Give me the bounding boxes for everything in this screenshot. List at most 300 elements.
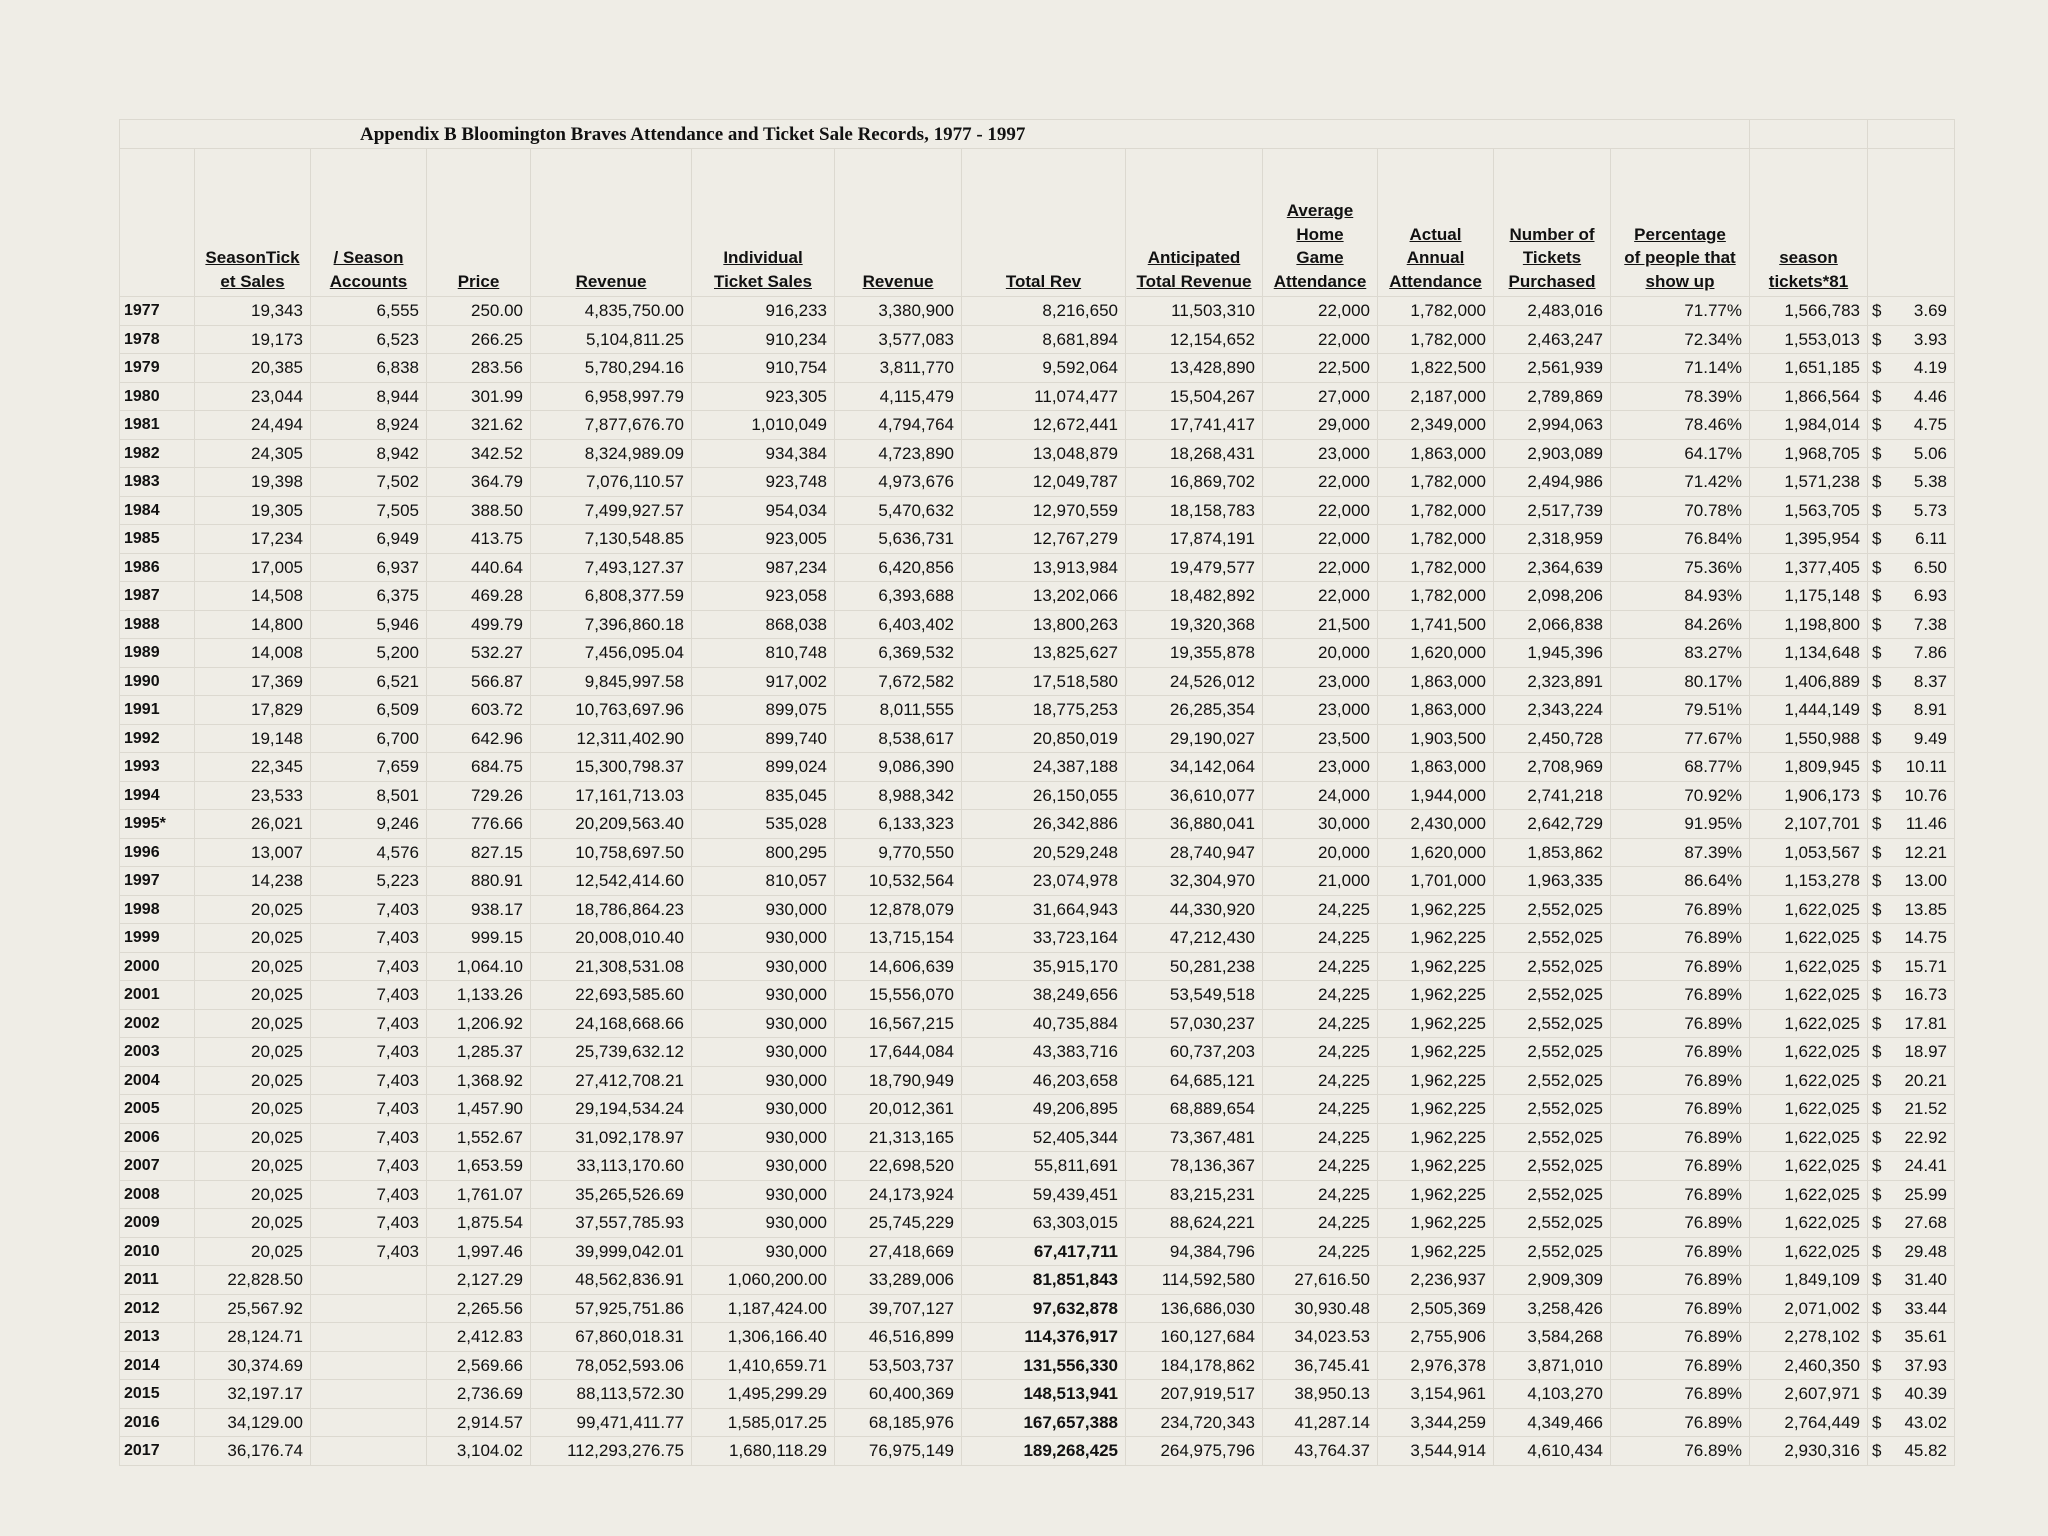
data-cell[interactable]: 2,066,838 (1494, 610, 1611, 639)
data-cell[interactable]: 4,723,890 (835, 439, 962, 468)
data-cell[interactable]: 12,049,787 (962, 468, 1126, 497)
data-cell[interactable]: 31,664,943 (962, 895, 1126, 924)
data-cell[interactable]: 33,113,170.60 (531, 1152, 692, 1181)
data-cell[interactable]: 4,610,434 (1494, 1437, 1611, 1466)
data-cell[interactable]: 2,552,025 (1494, 1095, 1611, 1124)
data-cell[interactable]: 55,811,691 (962, 1152, 1126, 1181)
data-cell[interactable]: 2,552,025 (1494, 981, 1611, 1010)
data-cell[interactable]: 1,962,225 (1378, 1095, 1494, 1124)
data-cell[interactable]: 76.89% (1611, 1437, 1750, 1466)
data-cell[interactable]: 1,944,000 (1378, 781, 1494, 810)
data-cell[interactable]: 2,349,000 (1378, 411, 1494, 440)
data-cell[interactable]: 25,745,229 (835, 1209, 962, 1238)
data-cell[interactable]: 910,754 (692, 354, 835, 383)
data-cell[interactable]: 17,234 (195, 525, 311, 554)
data-cell[interactable]: 1,622,025 (1750, 895, 1868, 924)
data-cell[interactable]: 364.79 (427, 468, 531, 497)
data-cell[interactable] (311, 1294, 427, 1323)
data-cell[interactable]: 810,057 (692, 867, 835, 896)
data-cell[interactable]: 1,761.07 (427, 1180, 531, 1209)
data-cell[interactable]: 1,701,000 (1378, 867, 1494, 896)
data-cell[interactable]: 23,044 (195, 382, 311, 411)
data-cell[interactable]: 603.72 (427, 696, 531, 725)
data-cell[interactable]: 1,550,988 (1750, 724, 1868, 753)
data-cell[interactable]: 24,225 (1263, 1123, 1378, 1152)
data-cell[interactable]: 76.89% (1611, 1351, 1750, 1380)
data-cell[interactable]: 20,012,361 (835, 1095, 962, 1124)
price-per-game-cell[interactable] (1868, 354, 1955, 383)
data-cell[interactable]: 7,403 (311, 1009, 427, 1038)
data-cell[interactable]: 46,203,658 (962, 1066, 1126, 1095)
data-cell[interactable]: 1,622,025 (1750, 1066, 1868, 1095)
data-cell[interactable]: 684.75 (427, 753, 531, 782)
data-cell[interactable]: 1,134,648 (1750, 639, 1868, 668)
data-cell[interactable]: 14,008 (195, 639, 311, 668)
data-cell[interactable]: 6,808,377.59 (531, 582, 692, 611)
data-cell[interactable]: 20,025 (195, 1123, 311, 1152)
data-cell[interactable]: 1,620,000 (1378, 838, 1494, 867)
data-cell[interactable]: 24,225 (1263, 1038, 1378, 1067)
data-cell[interactable]: 2,914.57 (427, 1408, 531, 1437)
data-cell[interactable]: 60,400,369 (835, 1380, 962, 1409)
data-cell[interactable]: 25,739,632.12 (531, 1038, 692, 1067)
year-cell[interactable]: 2014 (120, 1351, 195, 1380)
year-cell[interactable]: 1987 (120, 582, 195, 611)
year-cell[interactable]: 1994 (120, 781, 195, 810)
data-cell[interactable]: 413.75 (427, 525, 531, 554)
year-cell[interactable]: 2013 (120, 1323, 195, 1352)
data-cell[interactable]: 7,403 (311, 1180, 427, 1209)
data-cell[interactable]: 1,187,424.00 (692, 1294, 835, 1323)
year-cell[interactable]: 1990 (120, 667, 195, 696)
year-cell[interactable]: 1983 (120, 468, 195, 497)
data-cell[interactable]: 21,000 (1263, 867, 1378, 896)
data-cell[interactable] (311, 1408, 427, 1437)
data-cell[interactable]: 22,000 (1263, 525, 1378, 554)
data-cell[interactable]: 7,403 (311, 1066, 427, 1095)
data-cell[interactable]: 71.42% (1611, 468, 1750, 497)
data-cell[interactable]: 43,764.37 (1263, 1437, 1378, 1466)
data-cell[interactable]: 29,190,027 (1126, 724, 1263, 753)
year-cell[interactable]: 1979 (120, 354, 195, 383)
data-cell[interactable]: 23,000 (1263, 439, 1378, 468)
data-cell[interactable]: 84.93% (1611, 582, 1750, 611)
data-cell[interactable]: 1,553,013 (1750, 325, 1868, 354)
data-cell[interactable]: 50,281,238 (1126, 952, 1263, 981)
data-cell[interactable]: 7,672,582 (835, 667, 962, 696)
data-cell[interactable]: 167,657,388 (962, 1408, 1126, 1437)
data-cell[interactable]: 7,403 (311, 895, 427, 924)
data-cell[interactable]: 930,000 (692, 1066, 835, 1095)
data-cell[interactable]: 27,412,708.21 (531, 1066, 692, 1095)
price-per-game-cell[interactable] (1868, 781, 1955, 810)
data-cell[interactable]: 930,000 (692, 1237, 835, 1266)
data-cell[interactable]: 9,845,997.58 (531, 667, 692, 696)
data-cell[interactable]: 77.67% (1611, 724, 1750, 753)
data-cell[interactable]: 14,508 (195, 582, 311, 611)
data-cell[interactable]: 1,741,500 (1378, 610, 1494, 639)
price-per-game-cell[interactable] (1868, 1437, 1955, 1466)
data-cell[interactable]: 19,479,577 (1126, 553, 1263, 582)
data-cell[interactable]: 899,740 (692, 724, 835, 753)
data-cell[interactable]: 41,287.14 (1263, 1408, 1378, 1437)
column-header[interactable] (835, 149, 962, 297)
price-per-game-cell[interactable] (1868, 1294, 1955, 1323)
data-cell[interactable]: 7,456,095.04 (531, 639, 692, 668)
year-cell[interactable]: 2011 (120, 1266, 195, 1295)
data-cell[interactable]: 1,622,025 (1750, 952, 1868, 981)
data-cell[interactable]: 1,653.59 (427, 1152, 531, 1181)
data-cell[interactable]: 1,962,225 (1378, 952, 1494, 981)
data-cell[interactable]: 20,025 (195, 1009, 311, 1038)
data-cell[interactable]: 1,457.90 (427, 1095, 531, 1124)
data-cell[interactable]: 13,825,627 (962, 639, 1126, 668)
data-cell[interactable]: 18,482,892 (1126, 582, 1263, 611)
data-cell[interactable]: 2,071,002 (1750, 1294, 1868, 1323)
data-cell[interactable]: 7,403 (311, 1095, 427, 1124)
data-cell[interactable]: 2,552,025 (1494, 1209, 1611, 1238)
data-cell[interactable]: 7,877,676.70 (531, 411, 692, 440)
data-cell[interactable]: 15,556,070 (835, 981, 962, 1010)
data-cell[interactable]: 207,919,517 (1126, 1380, 1263, 1409)
data-cell[interactable]: 1,563,705 (1750, 496, 1868, 525)
year-cell[interactable]: 2003 (120, 1038, 195, 1067)
data-cell[interactable]: 1,863,000 (1378, 696, 1494, 725)
data-cell[interactable]: 57,925,751.86 (531, 1294, 692, 1323)
data-cell[interactable]: 15,300,798.37 (531, 753, 692, 782)
year-cell[interactable]: 1988 (120, 610, 195, 639)
data-cell[interactable]: 5,200 (311, 639, 427, 668)
data-cell[interactable]: 36,176.74 (195, 1437, 311, 1466)
data-cell[interactable]: 3,154,961 (1378, 1380, 1494, 1409)
data-cell[interactable]: 24,225 (1263, 981, 1378, 1010)
data-cell[interactable]: 11,503,310 (1126, 297, 1263, 326)
data-cell[interactable]: 20,209,563.40 (531, 810, 692, 839)
data-cell[interactable]: 2,460,350 (1750, 1351, 1868, 1380)
data-cell[interactable]: 76.89% (1611, 952, 1750, 981)
year-cell[interactable]: 2016 (120, 1408, 195, 1437)
data-cell[interactable]: 10,763,697.96 (531, 696, 692, 725)
data-cell[interactable]: 7,403 (311, 1038, 427, 1067)
data-cell[interactable]: 2,976,378 (1378, 1351, 1494, 1380)
data-cell[interactable]: 954,034 (692, 496, 835, 525)
data-cell[interactable]: 2,552,025 (1494, 1180, 1611, 1209)
data-cell[interactable]: 930,000 (692, 1038, 835, 1067)
data-cell[interactable]: 99,471,411.77 (531, 1408, 692, 1437)
price-per-game-cell[interactable] (1868, 1152, 1955, 1181)
data-cell[interactable]: 1,962,225 (1378, 1180, 1494, 1209)
data-cell[interactable]: 8,501 (311, 781, 427, 810)
data-cell[interactable]: 24,225 (1263, 1209, 1378, 1238)
price-per-game-cell[interactable] (1868, 582, 1955, 611)
data-cell[interactable]: 8,942 (311, 439, 427, 468)
data-cell[interactable]: 83,215,231 (1126, 1180, 1263, 1209)
data-cell[interactable]: 87.39% (1611, 838, 1750, 867)
data-cell[interactable]: 39,999,042.01 (531, 1237, 692, 1266)
data-cell[interactable]: 250.00 (427, 297, 531, 326)
data-cell[interactable]: 1,060,200.00 (692, 1266, 835, 1295)
data-cell[interactable]: 729.26 (427, 781, 531, 810)
data-cell[interactable]: 13,800,263 (962, 610, 1126, 639)
data-cell[interactable]: 301.99 (427, 382, 531, 411)
data-cell[interactable]: 78,136,367 (1126, 1152, 1263, 1181)
price-per-game-cell[interactable] (1868, 1237, 1955, 1266)
data-cell[interactable]: 17,005 (195, 553, 311, 582)
data-cell[interactable]: 2,736.69 (427, 1380, 531, 1409)
price-per-game-cell[interactable] (1868, 753, 1955, 782)
data-cell[interactable]: 64.17% (1611, 439, 1750, 468)
data-cell[interactable]: 2,552,025 (1494, 924, 1611, 953)
price-per-game-cell[interactable] (1868, 325, 1955, 354)
data-cell[interactable]: 20,025 (195, 1237, 311, 1266)
data-cell[interactable]: 930,000 (692, 1095, 835, 1124)
data-cell[interactable]: 1,782,000 (1378, 468, 1494, 497)
data-cell[interactable]: 114,376,917 (962, 1323, 1126, 1352)
data-cell[interactable]: 7,403 (311, 1123, 427, 1152)
price-per-game-cell[interactable] (1868, 496, 1955, 525)
data-cell[interactable]: 22,698,520 (835, 1152, 962, 1181)
data-cell[interactable]: 440.64 (427, 553, 531, 582)
data-cell[interactable]: 1,849,109 (1750, 1266, 1868, 1295)
price-per-game-cell[interactable] (1868, 297, 1955, 326)
data-cell[interactable]: 17,644,084 (835, 1038, 962, 1067)
data-cell[interactable]: 4,103,270 (1494, 1380, 1611, 1409)
data-cell[interactable]: 3,577,083 (835, 325, 962, 354)
column-header[interactable] (1750, 149, 1868, 297)
data-cell[interactable]: 18,268,431 (1126, 439, 1263, 468)
data-cell[interactable]: 1,962,225 (1378, 1123, 1494, 1152)
data-cell[interactable]: 6,700 (311, 724, 427, 753)
data-cell[interactable]: 3,380,900 (835, 297, 962, 326)
data-cell[interactable]: 43,383,716 (962, 1038, 1126, 1067)
data-cell[interactable]: 7,493,127.37 (531, 553, 692, 582)
data-cell[interactable]: 12,154,652 (1126, 325, 1263, 354)
data-cell[interactable]: 2,607,971 (1750, 1380, 1868, 1409)
year-cell[interactable]: 2006 (120, 1123, 195, 1152)
data-cell[interactable]: 5,104,811.25 (531, 325, 692, 354)
data-cell[interactable]: 19,305 (195, 496, 311, 525)
data-cell[interactable]: 17,369 (195, 667, 311, 696)
data-cell[interactable]: 2,755,906 (1378, 1323, 1494, 1352)
data-cell[interactable]: 24,225 (1263, 924, 1378, 953)
price-per-game-cell[interactable] (1868, 724, 1955, 753)
data-cell[interactable]: 6,403,402 (835, 610, 962, 639)
year-cell[interactable]: 1981 (120, 411, 195, 440)
data-cell[interactable]: 3,544,914 (1378, 1437, 1494, 1466)
data-cell[interactable]: 1,622,025 (1750, 1038, 1868, 1067)
data-cell[interactable]: 48,562,836.91 (531, 1266, 692, 1295)
data-cell[interactable]: 1,962,225 (1378, 924, 1494, 953)
data-cell[interactable]: 14,606,639 (835, 952, 962, 981)
year-cell[interactable]: 1999 (120, 924, 195, 953)
year-cell[interactable]: 2017 (120, 1437, 195, 1466)
data-cell[interactable]: 1,962,225 (1378, 1066, 1494, 1095)
price-per-game-cell[interactable] (1868, 1209, 1955, 1238)
data-cell[interactable]: 2,107,701 (1750, 810, 1868, 839)
year-cell[interactable]: 2010 (120, 1237, 195, 1266)
data-cell[interactable]: 13,007 (195, 838, 311, 867)
data-cell[interactable]: 1,053,567 (1750, 838, 1868, 867)
data-cell[interactable]: 20,025 (195, 981, 311, 1010)
data-cell[interactable]: 20,529,248 (962, 838, 1126, 867)
data-cell[interactable]: 79.51% (1611, 696, 1750, 725)
data-cell[interactable]: 13,428,890 (1126, 354, 1263, 383)
price-per-game-cell[interactable] (1868, 1266, 1955, 1295)
data-cell[interactable]: 68.77% (1611, 753, 1750, 782)
data-cell[interactable]: 1,377,405 (1750, 553, 1868, 582)
data-cell[interactable]: 22,345 (195, 753, 311, 782)
data-cell[interactable]: 160,127,684 (1126, 1323, 1263, 1352)
data-cell[interactable]: 24,225 (1263, 1009, 1378, 1038)
year-cell[interactable]: 1996 (120, 838, 195, 867)
data-cell[interactable]: 32,304,970 (1126, 867, 1263, 896)
data-cell[interactable]: 10,758,697.50 (531, 838, 692, 867)
price-per-game-cell[interactable] (1868, 895, 1955, 924)
data-cell[interactable]: 21,308,531.08 (531, 952, 692, 981)
price-per-game-cell[interactable] (1868, 1123, 1955, 1152)
data-cell[interactable]: 189,268,425 (962, 1437, 1126, 1466)
data-cell[interactable]: 26,285,354 (1126, 696, 1263, 725)
data-cell[interactable]: 2,903,089 (1494, 439, 1611, 468)
data-cell[interactable]: 13,913,984 (962, 553, 1126, 582)
data-cell[interactable]: 916,233 (692, 297, 835, 326)
data-cell[interactable]: 76.84% (1611, 525, 1750, 554)
data-cell[interactable]: 20,025 (195, 1066, 311, 1095)
data-cell[interactable]: 1,175,148 (1750, 582, 1868, 611)
data-cell[interactable]: 26,150,055 (962, 781, 1126, 810)
data-cell[interactable]: 3,871,010 (1494, 1351, 1611, 1380)
data-cell[interactable]: 39,707,127 (835, 1294, 962, 1323)
price-per-game-cell[interactable] (1868, 867, 1955, 896)
data-cell[interactable]: 6,949 (311, 525, 427, 554)
data-cell[interactable]: 21,500 (1263, 610, 1378, 639)
data-cell[interactable]: 388.50 (427, 496, 531, 525)
data-cell[interactable]: 4,794,764 (835, 411, 962, 440)
price-per-game-cell[interactable] (1868, 382, 1955, 411)
data-cell[interactable]: 12,970,559 (962, 496, 1126, 525)
data-cell[interactable]: 24,225 (1263, 952, 1378, 981)
data-cell[interactable]: 1,809,945 (1750, 753, 1868, 782)
data-cell[interactable]: 76.89% (1611, 924, 1750, 953)
data-cell[interactable]: 24,173,924 (835, 1180, 962, 1209)
data-cell[interactable]: 1,585,017.25 (692, 1408, 835, 1437)
data-cell[interactable]: 1,782,000 (1378, 496, 1494, 525)
data-cell[interactable]: 17,161,713.03 (531, 781, 692, 810)
data-cell[interactable]: 28,124.71 (195, 1323, 311, 1352)
data-cell[interactable]: 566.87 (427, 667, 531, 696)
data-cell[interactable]: 76.89% (1611, 1237, 1750, 1266)
data-cell[interactable]: 24,225 (1263, 1066, 1378, 1095)
data-cell[interactable]: 1,368.92 (427, 1066, 531, 1095)
price-per-game-cell[interactable] (1868, 667, 1955, 696)
data-cell[interactable]: 1,962,225 (1378, 981, 1494, 1010)
data-cell[interactable]: 1,782,000 (1378, 553, 1494, 582)
data-cell[interactable]: 923,748 (692, 468, 835, 497)
data-cell[interactable]: 1,622,025 (1750, 1123, 1868, 1152)
data-cell[interactable]: 266.25 (427, 325, 531, 354)
data-cell[interactable]: 999.15 (427, 924, 531, 953)
data-cell[interactable]: 20,008,010.40 (531, 924, 692, 953)
data-cell[interactable]: 27,000 (1263, 382, 1378, 411)
data-cell[interactable]: 2,552,025 (1494, 952, 1611, 981)
year-cell[interactable]: 2002 (120, 1009, 195, 1038)
year-cell[interactable]: 1989 (120, 639, 195, 668)
data-cell[interactable]: 17,874,191 (1126, 525, 1263, 554)
year-cell[interactable]: 2015 (120, 1380, 195, 1409)
data-cell[interactable]: 12,878,079 (835, 895, 962, 924)
price-per-game-cell[interactable] (1868, 838, 1955, 867)
data-cell[interactable]: 81,851,843 (962, 1266, 1126, 1295)
data-cell[interactable]: 1,622,025 (1750, 1180, 1868, 1209)
data-cell[interactable]: 6,937 (311, 553, 427, 582)
price-per-game-cell[interactable] (1868, 696, 1955, 725)
data-cell[interactable]: 18,790,949 (835, 1066, 962, 1095)
data-cell[interactable]: 2,318,959 (1494, 525, 1611, 554)
year-cell[interactable]: 1992 (120, 724, 195, 753)
data-cell[interactable]: 12,672,441 (962, 411, 1126, 440)
data-cell[interactable]: 2,430,000 (1378, 810, 1494, 839)
data-cell[interactable]: 20,850,019 (962, 724, 1126, 753)
data-cell[interactable]: 68,185,976 (835, 1408, 962, 1437)
data-cell[interactable]: 44,330,920 (1126, 895, 1263, 924)
data-cell[interactable]: 8,988,342 (835, 781, 962, 810)
data-cell[interactable]: 17,829 (195, 696, 311, 725)
data-cell[interactable]: 3,811,770 (835, 354, 962, 383)
price-per-game-cell[interactable] (1868, 1323, 1955, 1352)
data-cell[interactable]: 20,025 (195, 1180, 311, 1209)
year-cell[interactable]: 1986 (120, 553, 195, 582)
data-cell[interactable]: 7,403 (311, 1209, 427, 1238)
data-cell[interactable]: 923,058 (692, 582, 835, 611)
data-cell[interactable]: 18,158,783 (1126, 496, 1263, 525)
data-cell[interactable]: 2,561,939 (1494, 354, 1611, 383)
data-cell[interactable]: 76.89% (1611, 1123, 1750, 1152)
data-cell[interactable]: 2,642,729 (1494, 810, 1611, 839)
year-cell[interactable]: 1978 (120, 325, 195, 354)
data-cell[interactable]: 18,786,864.23 (531, 895, 692, 924)
price-per-game-cell[interactable] (1868, 1066, 1955, 1095)
data-cell[interactable]: 7,505 (311, 496, 427, 525)
data-cell[interactable]: 22,500 (1263, 354, 1378, 383)
data-cell[interactable]: 76.89% (1611, 1180, 1750, 1209)
column-header[interactable] (692, 149, 835, 297)
data-cell[interactable]: 76.89% (1611, 981, 1750, 1010)
data-cell[interactable]: 6,420,856 (835, 553, 962, 582)
data-cell[interactable]: 1,622,025 (1750, 1095, 1868, 1124)
year-cell[interactable]: 1977 (120, 297, 195, 326)
data-cell[interactable]: 94,384,796 (1126, 1237, 1263, 1266)
data-cell[interactable]: 1,782,000 (1378, 297, 1494, 326)
data-cell[interactable]: 1,198,800 (1750, 610, 1868, 639)
column-header[interactable] (1868, 149, 1955, 297)
data-cell[interactable]: 59,439,451 (962, 1180, 1126, 1209)
data-cell[interactable]: 2,278,102 (1750, 1323, 1868, 1352)
year-cell[interactable]: 1982 (120, 439, 195, 468)
data-cell[interactable]: 30,000 (1263, 810, 1378, 839)
data-cell[interactable]: 22,000 (1263, 468, 1378, 497)
data-cell[interactable]: 63,303,015 (962, 1209, 1126, 1238)
data-cell[interactable]: 20,025 (195, 1152, 311, 1181)
data-cell[interactable]: 930,000 (692, 924, 835, 953)
data-cell[interactable]: 76.89% (1611, 1380, 1750, 1409)
data-cell[interactable]: 76.89% (1611, 1038, 1750, 1067)
column-header[interactable] (962, 149, 1126, 297)
data-cell[interactable]: 1,571,238 (1750, 468, 1868, 497)
data-cell[interactable]: 35,265,526.69 (531, 1180, 692, 1209)
data-cell[interactable]: 76.89% (1611, 1152, 1750, 1181)
data-cell[interactable]: 9,246 (311, 810, 427, 839)
data-cell[interactable]: 13,048,879 (962, 439, 1126, 468)
